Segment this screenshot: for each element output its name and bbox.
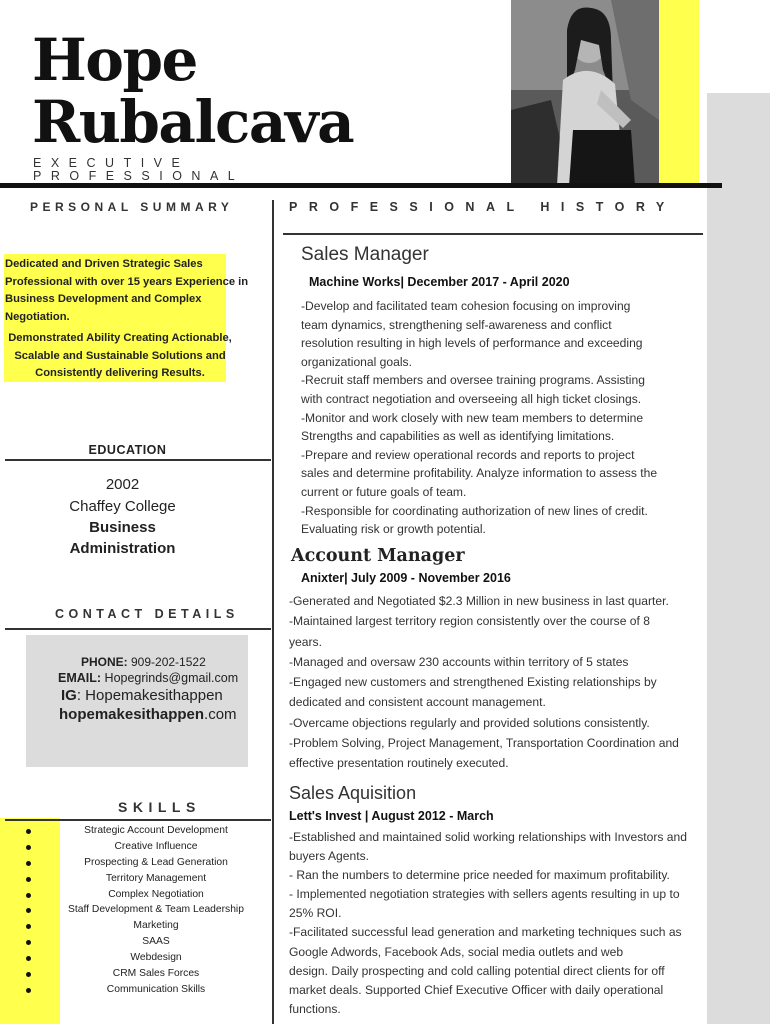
bullet-icon [26,877,31,882]
header-divider [0,183,722,188]
job-2-line: -Managed and oversaw 230 accounts within territory of 5 states [289,654,629,669]
job-2-line: effective presentation routinely executed. [289,756,509,771]
job-1-line: organizational goals. [301,354,412,369]
contact-phone [81,655,206,669]
email-value: Hopegrinds@gmail.com [101,671,239,685]
phone-label: PHONE: [81,655,128,669]
job-1-line: -Recruit staff members and oversee training programs. Assisting [301,373,645,388]
bullet-icon [26,845,31,850]
profile-photo [511,0,659,186]
job-1-line: team dynamics, strengthening self-awareness and conflict [301,317,612,332]
personal-summary-heading: PERSONAL SUMMARY [30,200,234,214]
skill-item: CRM Sales Forces [0,966,272,982]
job-2-line: years. [289,634,322,649]
profile-photo-image [511,0,659,186]
job-2-line: -Problem Solving, Project Management, Transportation Coordination and [289,736,679,751]
job-title-line-1: EXECUTIVE [33,156,190,170]
bullet-icon [26,972,31,977]
yellow-decor-strip [659,0,699,186]
last-name: Rubalcava [32,88,354,156]
skill-item: Marketing [0,918,272,934]
skill-item: Staff Development & Team Leadership [0,902,272,918]
job-3-line: -Facilitated successful lead generation and marketing techniques such as [289,925,682,940]
skill-item: Webdesign [0,950,272,966]
job-3-title: Sales Aquisition [289,783,417,803]
skill-item: SAAS [0,934,272,950]
email-label: EMAIL: [58,671,102,685]
job-2-title: Account Manager [291,546,465,566]
contact-heading: CONTACT DETAILS [55,607,239,621]
skill-item: Territory Management [0,871,272,887]
job-3-company: Lett's Invest | August 2012 - March [289,809,494,823]
skills-list [0,823,272,998]
job-2-line: -Generated and Negotiated $2.3 Million in new business in last quarter. [289,594,669,608]
professional-history-heading: PROFESSIONAL HISTORY [289,200,676,214]
job-3-line: 25% ROI. [289,906,342,921]
job-1-line: resolution resulting in high levels of performance and exceeding [301,336,643,351]
job-1-description [301,297,701,539]
job-title-line-2: PROFESSIONAL [33,169,245,183]
job-3-line: functions. [289,1001,341,1016]
phone-value: 909-202-1522 [127,655,206,669]
contact-website [59,706,237,723]
bullet-icon [26,956,31,961]
job-3-line: design. Daily prospecting and cold calling potential direct clients for off [289,963,665,978]
job-3-line: market deals. Supported Chief Executive Officer with daily operational [289,982,664,997]
skill-item: Communication Skills [0,982,272,998]
bullet-icon [26,829,31,834]
education-heading: EDUCATION [88,443,167,457]
job-1-line: with contract negotiation and overseeing all high ticket closings. [301,391,642,406]
bullet-icon [26,924,31,929]
grey-decor-block [707,93,770,1024]
ig-value: : Hopemakesithappen [76,687,223,704]
bullet-icon [26,908,31,913]
job-1-line: -Responsible for coordinating authorization of new lines of credit. [301,503,648,518]
job-2-line: -Engaged new customers and strengthened Existing relationships by [289,675,657,690]
skills-heading: SKILLS [118,799,201,815]
job-1-line: Strengths and capabilities as well as identifying limitations. [301,429,615,444]
contact-email [58,671,238,685]
history-heading-rule [283,233,703,235]
education-degree-line-2: Administration [69,540,176,557]
job-3-description [289,828,701,1019]
job-2-line: dedicated and consistent account management. [289,695,546,710]
job-1-company: Machine Works| December 2017 - April 2020 [309,275,570,289]
job-1-line: -Prepare and review operational records and reports to project [301,447,635,462]
first-name: Hope [32,26,197,94]
job-3-line: buyers Agents. [289,849,370,864]
summary-paragraph-1: Dedicated and Driven Strategic Sales Professional with over 15 years Experience in Business Development and Complex Negotiation. [5,258,249,323]
education-school: Chaffey College [69,498,176,515]
contact-instagram [61,687,223,704]
job-1-line: -Develop and facilitated team cohesion focusing on improving [301,299,631,313]
summary-paragraph-2: Demonstrated Ability Creating Actionable, Scalable and Sustainable Solutions and Consistently delivering Results. [8,332,232,380]
skill-item: Prospecting & Lead Generation [0,855,272,871]
job-3-line: Google Adwords, Facebook Ads, social media outlets and web [289,944,624,959]
skills-rule [5,819,271,821]
skill-item: Complex Negotiation [0,887,272,903]
contact-rule [5,628,271,630]
bullet-icon [26,861,31,866]
job-1-line: -Monitor and work closely with new team members to determine [301,410,644,425]
education-degree-line-1: Business [89,519,156,536]
job-1-line: Evaluating risk or growth potential. [301,522,486,537]
ig-label: IG [61,687,77,704]
education-rule [5,459,271,461]
skill-item: Strategic Account Development [0,823,272,839]
job-2-line: -Maintained largest territory region consistently over the course of 8 [289,614,650,629]
job-3-line: - Implemented negotiation strategies with sellers agents resulting in up to [289,887,680,902]
skill-item: Creative Influence [0,839,272,855]
job-3-line: - Ran the numbers to determine price needed for maximum profitability. [289,868,670,883]
education-year: 2002 [105,476,140,493]
job-3-line: -Established and maintained solid working relationships with Investors and [289,830,687,844]
job-1-line: sales and determine profitability. Analyze information to assess the [301,466,658,481]
bullet-icon [26,893,31,898]
job-2-description [289,591,701,774]
job-2-company: Anixter| July 2009 - November 2016 [301,571,511,585]
bullet-icon [26,940,31,945]
bullet-icon [26,988,31,993]
website-tld: .com [204,706,237,723]
job-2-line: -Overcame objections regularly and provided solutions consistently. [289,715,650,730]
column-divider [272,200,274,1024]
job-1-title: Sales Manager [301,244,429,265]
website-name: hopemakesithappen [59,706,205,723]
job-1-line: current or future goals of team. [301,484,467,499]
